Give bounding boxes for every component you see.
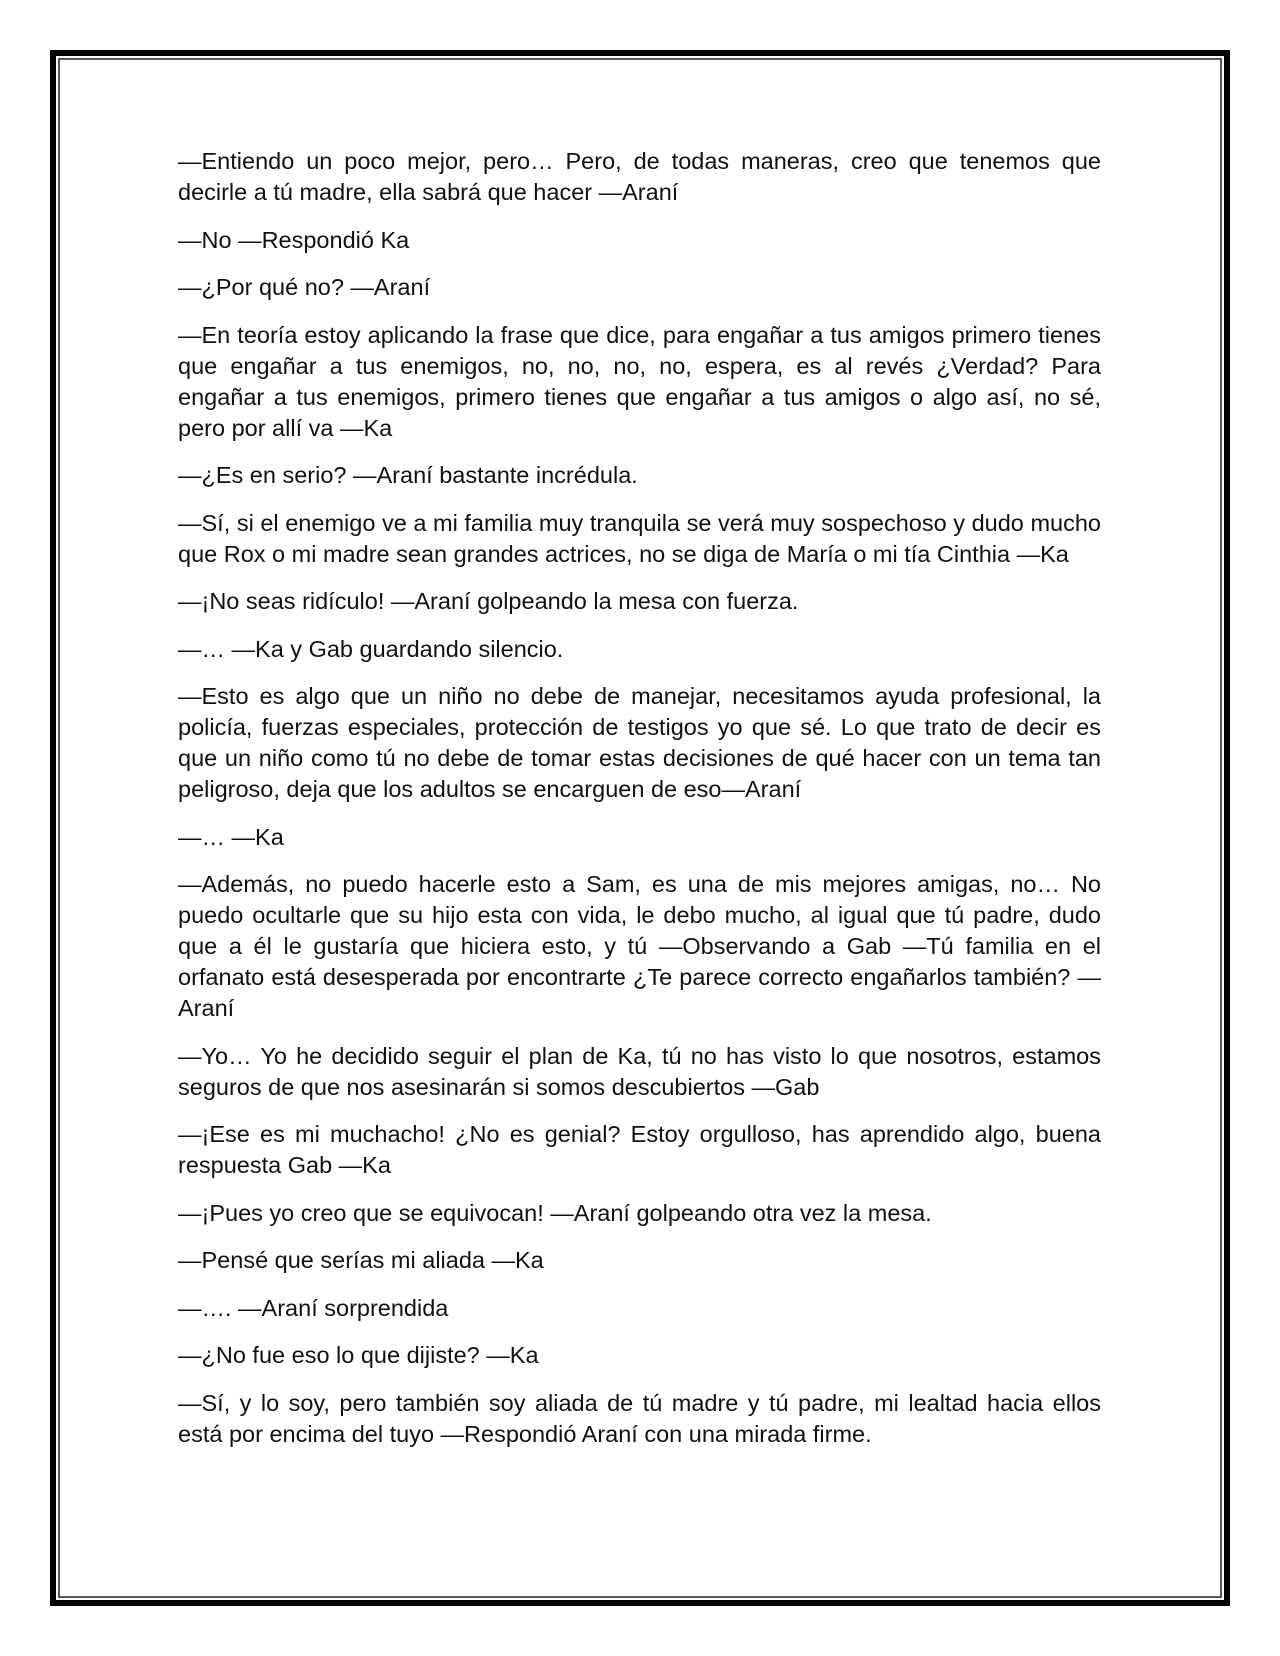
paragraph: —Sí, si el enemigo ve a mi familia muy tranquila se verá muy sospechoso y dudo mucho que Rox o mi madre sean grandes actrices, no se diga de María o mi tía Cinthia —Ka — [178, 509, 1101, 567]
paragraph: —… —Ka y Gab guardando silencio. — [178, 635, 564, 662]
paragraph: —¿Por qué no? —Araní — [178, 274, 431, 300]
paragraph: —Sí, y lo soy, pero también soy aliada de tú madre y tú padre, mi lealtad hacia ellos está por encima del tuyo —Respondió Araní con una mirada firme. — [178, 1389, 1101, 1447]
paragraph: —¡No seas ridículo! —Araní golpeando la mesa con fuerza. — [178, 588, 799, 614]
paragraph: —¡Ese es mi muchacho! ¿No es genial? Estoy orgulloso, has aprendido algo, buena respuesta Gab —Ka — [178, 1121, 1101, 1178]
paragraph: —En teoría estoy aplicando la frase que dice, para engañar a tus amigos primero tienes que engañar a tus enemigos, no, no, no, no, espera, es al revés ¿Verdad? Para engañar a tus enemigos, primero tienes que engañar a tus amigos o algo así, no sé, pero por allí va —Ka — [178, 321, 1101, 441]
paragraph: —¿Es en serio? —Araní bastante incrédula. — [178, 462, 638, 488]
paragraph: —Pensé que serías mi aliada —Ka — [178, 1247, 544, 1273]
paragraph: —Yo… Yo he decidido seguir el plan de Ka, tú no has visto lo que nosotros, estamos seguros de que nos asesinarán si somos descubiertos —Gab — [178, 1042, 1101, 1100]
paragraph: —… —Ka — [178, 823, 284, 850]
document-body — [178, 146, 1101, 1466]
paragraph: —¿No fue eso lo que dijiste? —Ka — [178, 1342, 539, 1368]
paragraph: —Además, no puedo hacerle esto a Sam, es una de mis mejores amigas, no… No puedo ocultarle que su hijo esta con vida, le debo mucho, al igual que tú padre, dudo que a él le gustaría que hiciera esto, y tú —Observando a Gab —Tú familia en el orfanato está desesperada por encontrarte ¿Te parece correcto engañarlos también? —Araní — [178, 871, 1101, 1021]
paragraph: —Entiendo un poco mejor, pero… Pero, de todas maneras, creo que tenemos que decirle a tú madre, ella sabrá que hacer —Araní — [178, 148, 1101, 205]
paragraph: —No —Respondió Ka — [178, 226, 410, 253]
paragraph: —Esto es algo que un niño no debe de manejar, necesitamos ayuda profesional, la policía, fuerzas especiales, protección de testigos yo que sé. Lo que trato de decir es que un niño como tú no debe de tomar estas decisiones de qué hacer con un tema tan peligroso, deja que los adultos se encarguen de eso—Araní — [178, 683, 1101, 802]
paragraph: —…. —Araní sorprendida — [178, 1294, 449, 1321]
paragraph: —¡Pues yo creo que se equivocan! —Araní golpeando otra vez la mesa. — [178, 1199, 932, 1226]
